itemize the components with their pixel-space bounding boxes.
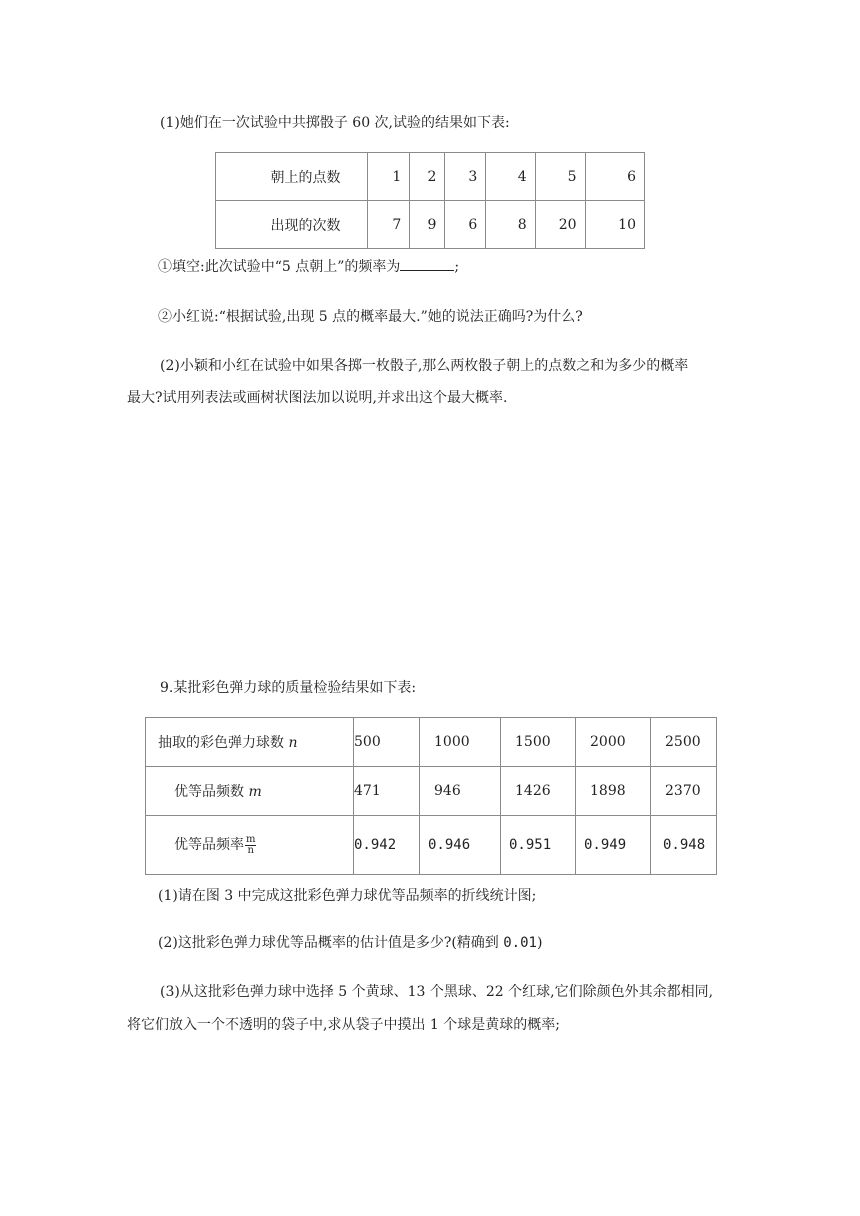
table-cell: 0.949 xyxy=(576,816,651,875)
table-cell: 5 xyxy=(535,153,585,201)
q9-part1: (1)请在图 3 中完成这批彩色弹力球优等品频率的折线统计图; xyxy=(158,888,537,904)
row-label-sample-count xyxy=(146,718,354,767)
q8-part2-line1: (2)小颖和小红在试验中如果各掷一枚骰子,那么两枚骰子朝上的点数之和为多少的概率 xyxy=(160,358,689,374)
table-cell: 8 xyxy=(486,201,535,249)
q9-intro: 9.某批彩色弹力球的质量检验结果如下表: xyxy=(160,680,417,696)
variable-m: m xyxy=(248,784,262,800)
q8-part2-line2: 最大?试用列表法或画树状图法加以说明,并求出这个最大概率. xyxy=(127,390,508,406)
fraction-m-over-n xyxy=(245,835,256,856)
row-label-text: 抽取的彩色弹力球数 xyxy=(158,735,284,751)
table-cell: 2000 xyxy=(576,718,651,767)
fill-blank-question xyxy=(158,256,459,276)
ball-quality-table xyxy=(145,717,717,875)
q9-part2-end: ) xyxy=(536,935,543,951)
row-label-points: 朝上的点数 xyxy=(216,153,368,201)
table-row xyxy=(216,153,645,201)
row-label-counts: 出现的次数 xyxy=(216,201,368,249)
table-cell: 1426 xyxy=(501,767,576,816)
table-row xyxy=(146,816,717,875)
table-cell: 10 xyxy=(585,201,644,249)
table-cell: 6 xyxy=(445,201,486,249)
q8-part1-intro: (1)她们在一次试验中共掷骰子 60 次,试验的结果如下表: xyxy=(160,115,510,131)
row-label-text: 优等品频数 xyxy=(174,784,244,800)
table-cell: 0.946 xyxy=(420,816,501,875)
fraction-denominator: n xyxy=(247,844,254,856)
row-label-text: 优等品频率 xyxy=(174,837,244,854)
q9-part3-line1: (3)从这批彩色弹力球中选择 5 个黄球、13 个黑球、22 个红球,它们除颜色外其余都相同, xyxy=(160,984,714,1000)
table-cell: 0.942 xyxy=(354,816,420,875)
variable-n: n xyxy=(288,735,298,751)
q9-part2 xyxy=(158,932,542,952)
table-cell: 0.948 xyxy=(651,816,717,875)
table-cell: 500 xyxy=(354,718,420,767)
table-cell: 1898 xyxy=(576,767,651,816)
dice-results-table xyxy=(215,152,645,249)
row-label-good-count xyxy=(146,767,354,816)
precision-value: 0.01 xyxy=(503,935,537,951)
table-cell: 3 xyxy=(445,153,486,201)
table-cell: 1 xyxy=(367,153,410,201)
table-cell: 2370 xyxy=(651,767,717,816)
table-cell: 946 xyxy=(420,767,501,816)
q8-subquestion-2: ②小红说:“根据试验,出现 5 点的概率最大.”她的说法正确吗?为什么? xyxy=(158,309,583,325)
table-cell: 4 xyxy=(486,153,535,201)
q9-part3-line2: 将它们放入一个不透明的袋子中,求从袋子中摸出 1 个球是黄球的概率; xyxy=(127,1017,560,1033)
table-cell: 9 xyxy=(410,201,445,249)
row-label-good-rate xyxy=(146,816,354,875)
table-cell: 7 xyxy=(367,201,410,249)
table-cell: 2 xyxy=(410,153,445,201)
table-cell: 6 xyxy=(585,153,644,201)
table-cell: 1000 xyxy=(420,718,501,767)
fraction-numerator: m xyxy=(246,833,256,845)
fill-blank-text: ①填空:此次试验中“5 点朝上”的频率为 xyxy=(158,259,401,275)
fill-blank-suffix: ; xyxy=(454,259,460,275)
q9-part2-text: (2)这批彩色弹力球优等品概率的估计值是多少?(精确到 xyxy=(158,935,504,951)
table-cell: 20 xyxy=(535,201,585,249)
table-cell: 2500 xyxy=(651,718,717,767)
table-row xyxy=(146,767,717,816)
table-row xyxy=(146,718,717,767)
answer-blank[interactable] xyxy=(400,257,454,271)
table-cell: 1500 xyxy=(501,718,576,767)
table-row xyxy=(216,201,645,249)
table-cell: 0.951 xyxy=(501,816,576,875)
table-cell: 471 xyxy=(354,767,420,816)
